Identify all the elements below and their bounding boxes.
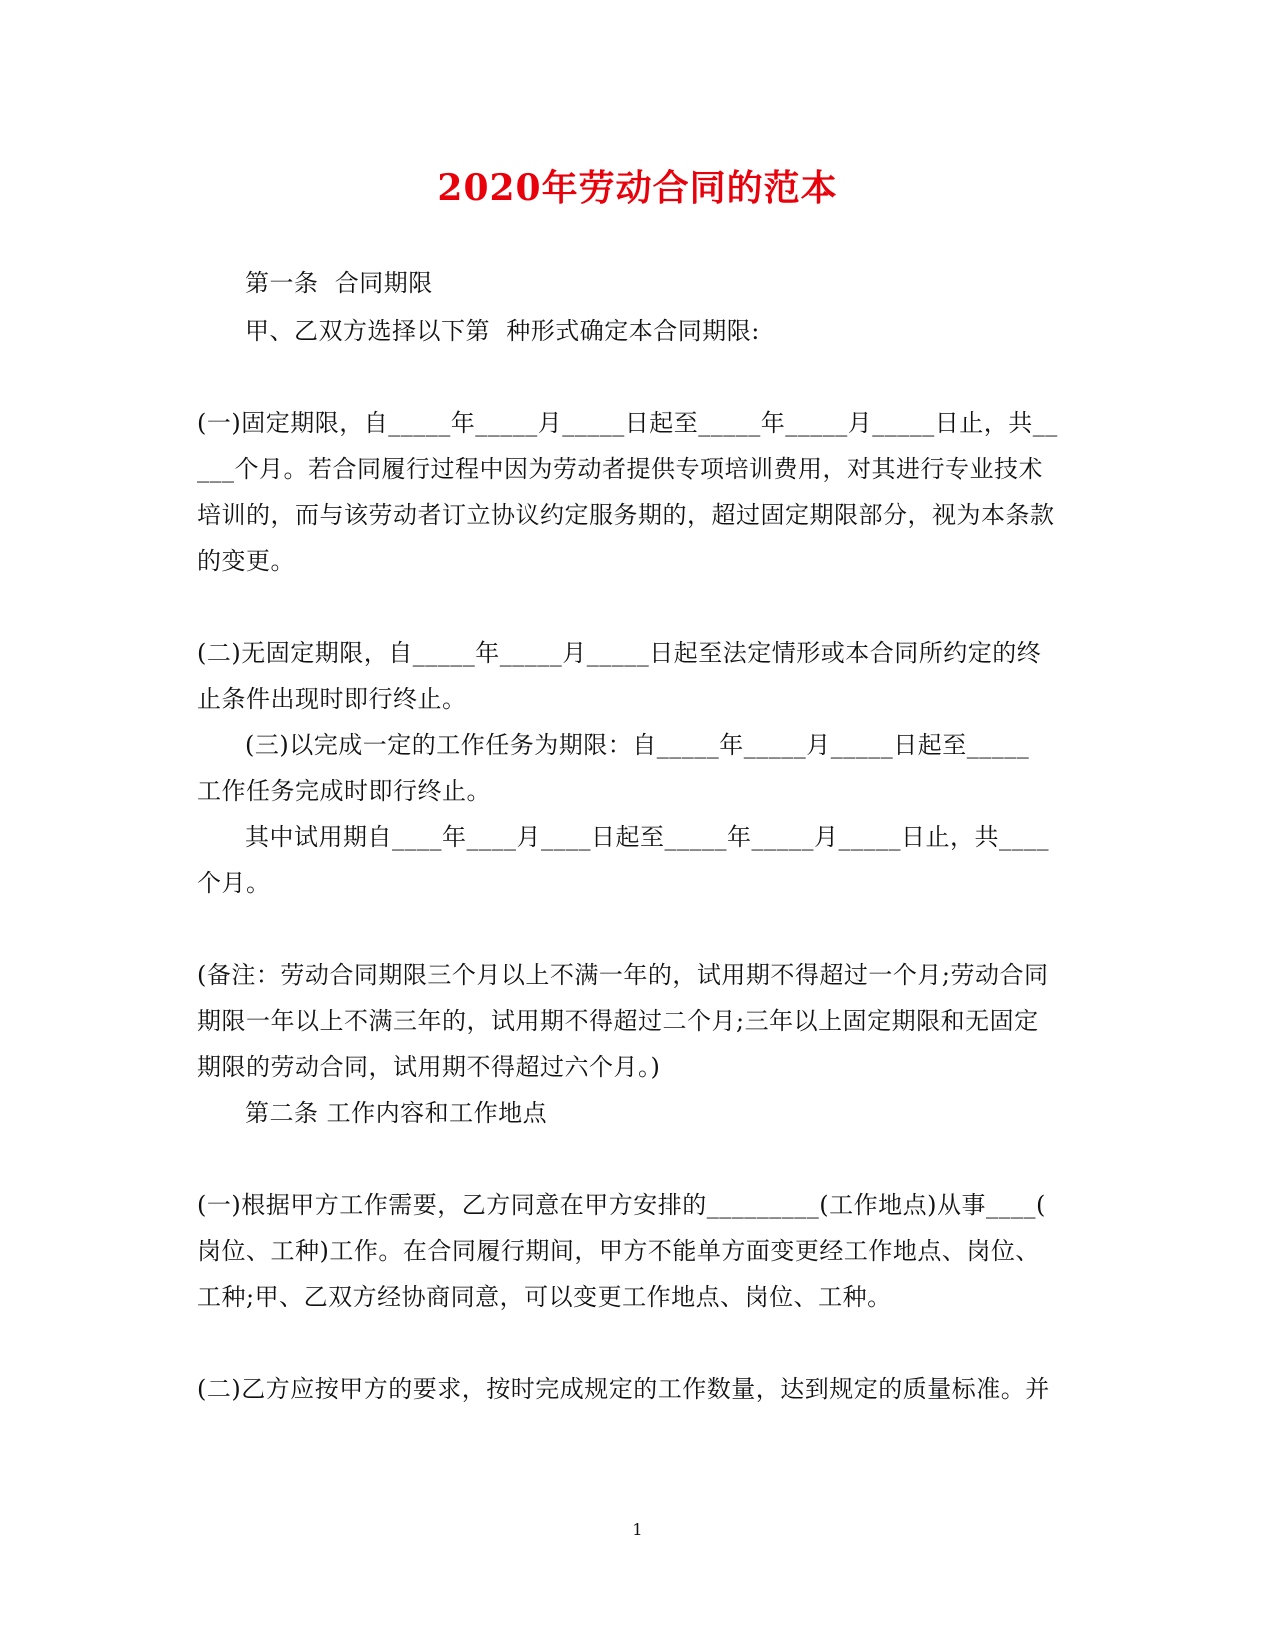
article-1-heading: 第一条 合同期限 — [245, 269, 433, 297]
paragraph-line: ___个月。若合同履行过程中因为劳动者提供专项培训费用，对其进行专业技术 — [197, 455, 1043, 483]
paragraph-line: 其中试用期自____年____月____日起至_____年_____月_____日止，共____ — [245, 823, 1049, 851]
paragraph-line: (一)根据甲方工作需要，乙方同意在甲方安排的_________(工作地点)从事____( — [197, 1191, 1046, 1219]
note-line: 期限的劳动合同，试用期不得超过六个月。) — [197, 1053, 661, 1081]
paragraph-line: 的变更。 — [197, 547, 295, 575]
paragraph-line: (三)以完成一定的工作任务为期限：自_____年_____月_____日起至_____ — [245, 731, 1030, 759]
paragraph-line: 工种;甲、乙双方经协商同意，可以变更工作地点、岗位、工种。 — [197, 1283, 892, 1311]
paragraph-line: 工作任务完成时即行终止。 — [197, 777, 491, 805]
article-2-heading: 第二条 工作内容和工作地点 — [245, 1099, 548, 1127]
paragraph-line: 个月。 — [197, 869, 271, 897]
note-line: 期限一年以上不满三年的，试用期不得超过二个月;三年以上固定期限和无固定 — [197, 1007, 1039, 1035]
page-number: 1 — [632, 1520, 643, 1539]
paragraph-line: (二)乙方应按甲方的要求，按时完成规定的工作数量，达到规定的质量标准。并 — [197, 1375, 1050, 1403]
note-line: (备注：劳动合同期限三个月以上不满一年的，试用期不得超过一个月;劳动合同 — [197, 961, 1049, 989]
paragraph-line: 甲、乙双方选择以下第 种形式确定本合同期限: — [245, 317, 760, 345]
paragraph-line: 岗位、工种)工作。在合同履行期间，甲方不能单方面变更经工作地点、岗位、 — [197, 1237, 1040, 1265]
paragraph-line: (一)固定期限，自_____年_____月_____日起至_____年_____月_____日止，共__ — [197, 409, 1058, 437]
document-title: 2020年劳动合同的范本 — [437, 167, 838, 209]
paragraph-line: 培训的，而与该劳动者订立协议约定服务期的，超过固定期限部分，视为本条款 — [197, 501, 1055, 529]
paragraph-line: 止条件出现时即行终止。 — [197, 685, 467, 713]
paragraph-line: (二)无固定期限，自_____年_____月_____日起至法定情形或本合同所约定的终 — [197, 639, 1042, 667]
